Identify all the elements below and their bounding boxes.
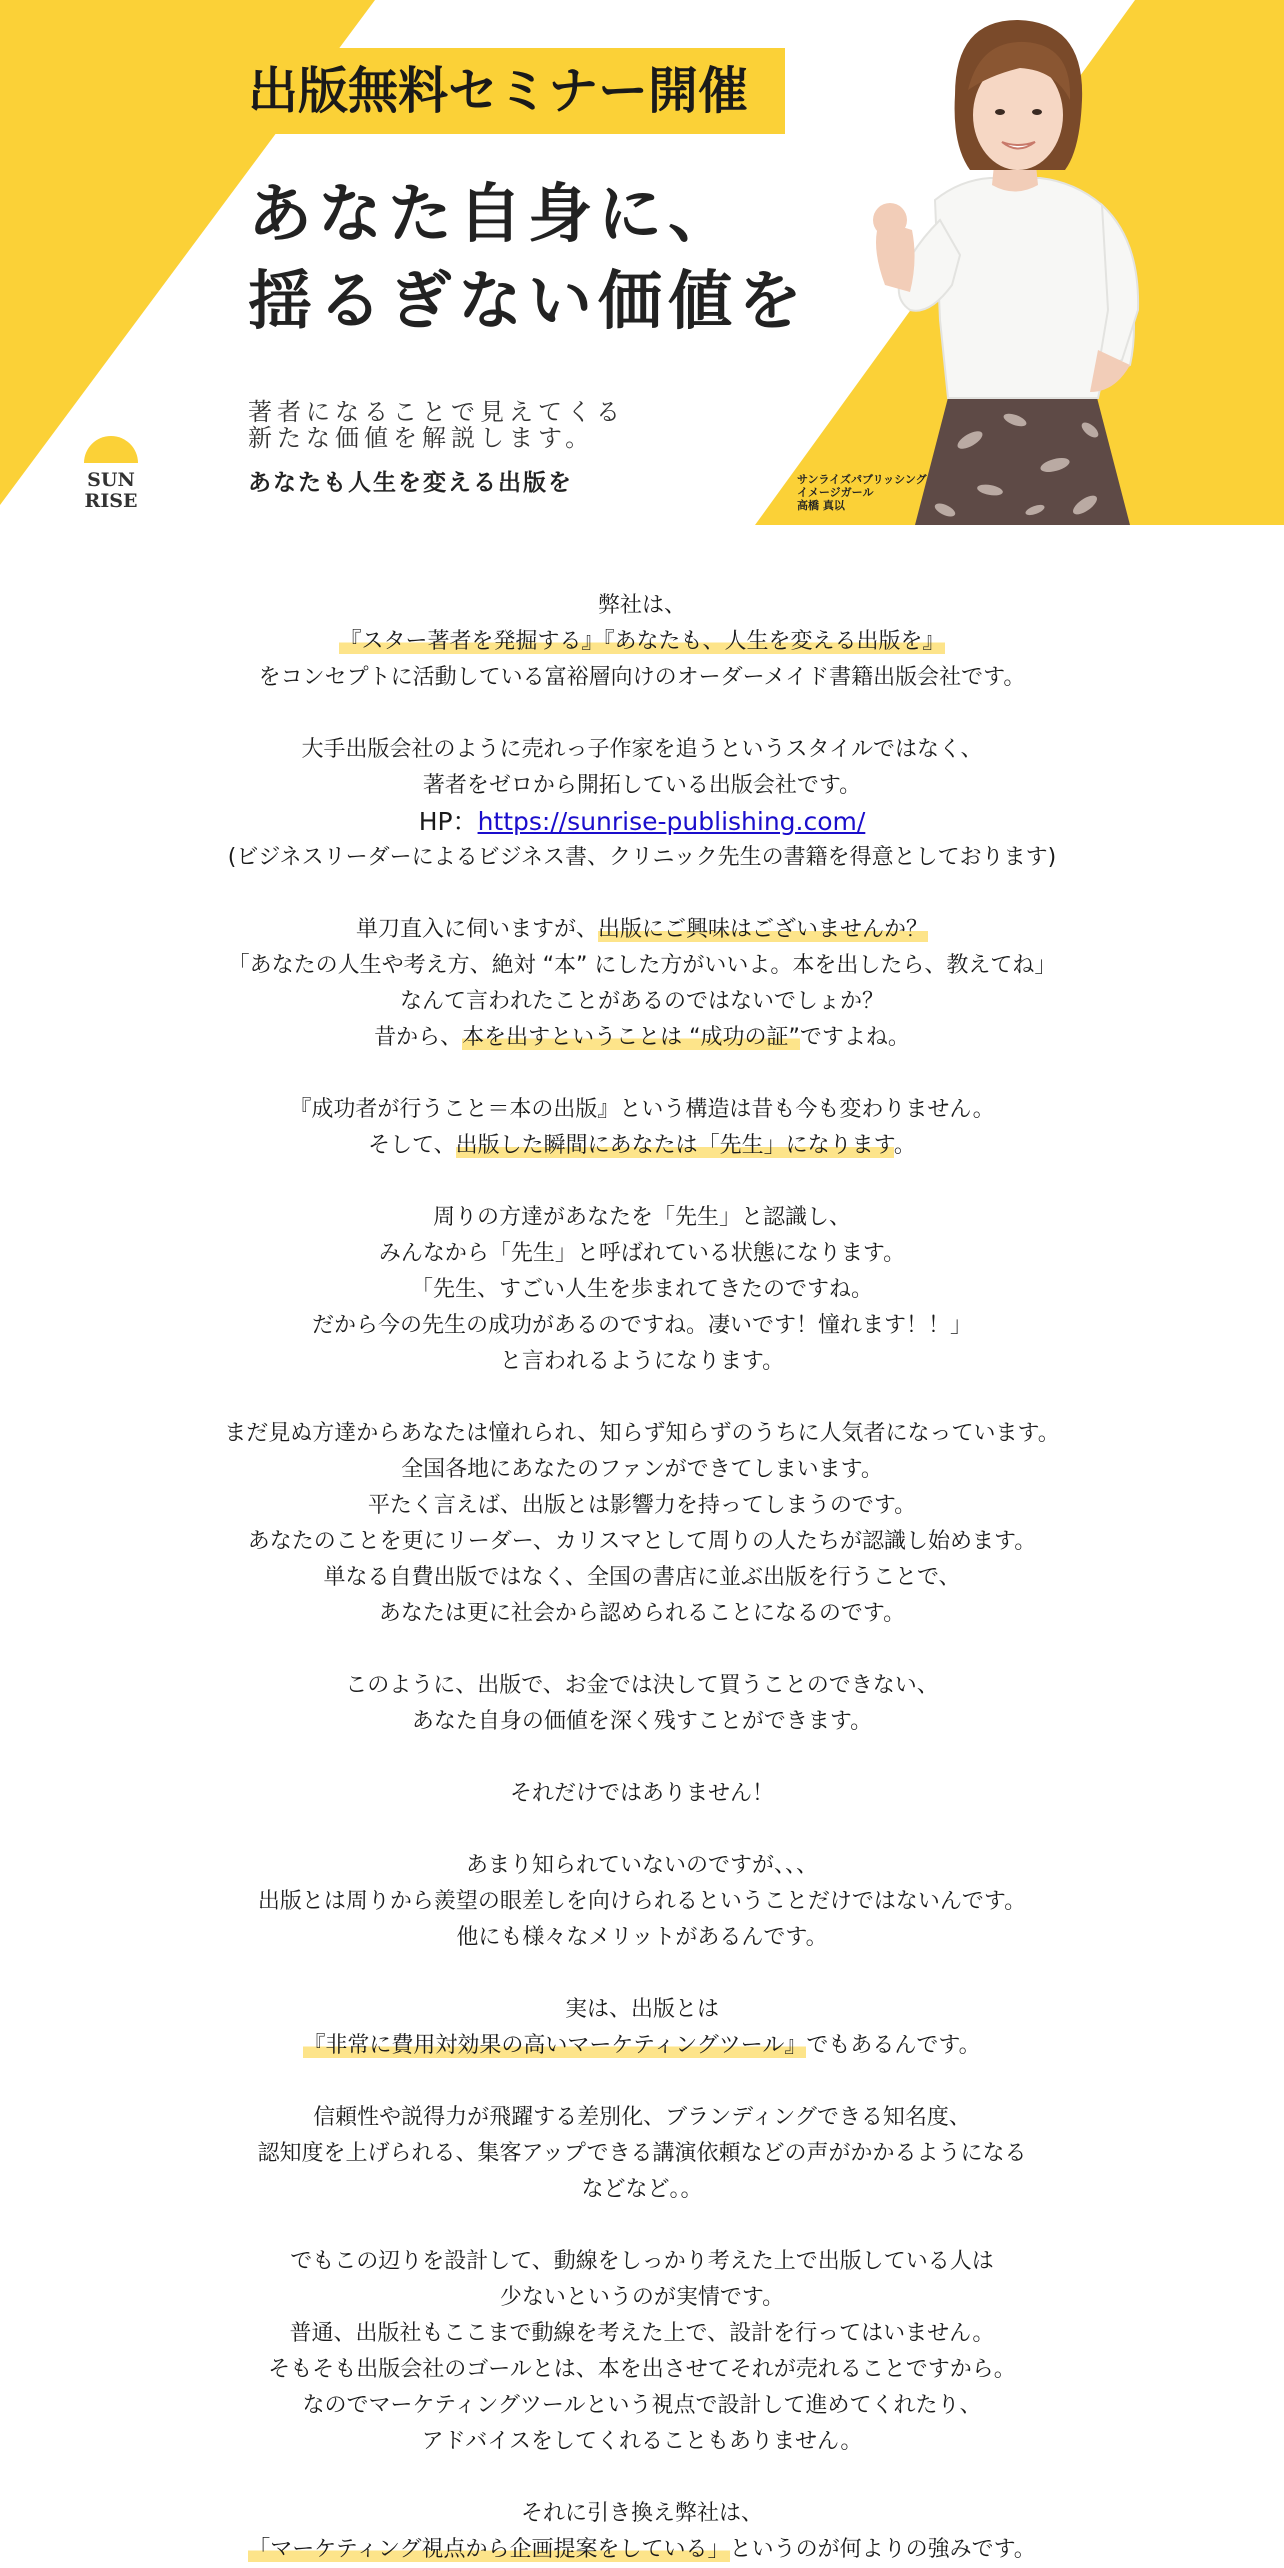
text-line: まだ見ぬ方達からあなたは憧れられ、知らず知らずのうちに人気者になっています。 [224, 1421, 1060, 1446]
text-line: などなど。。 [581, 2177, 703, 2202]
text-line: あなたのことを更にリーダー、カリスマとして周りの人たちが認識し始めます。 [247, 1529, 1037, 1554]
highlight-interest: 出版にご興味はございませんか？ [598, 917, 929, 942]
text-line: (ビジネスリーダーによるビジネス書、クリニック先生の書籍を得意としております) [227, 845, 1057, 870]
hero-banner-section [0, 0, 1284, 525]
text-line: それに引き換え弊社は、 [520, 2501, 763, 2526]
text-line: みんなから「先生」と呼ばれている状態になります。 [378, 1241, 906, 1266]
text-line: 大手出版会社のように売れっ子作家を追うというスタイルではなく、 [301, 737, 983, 762]
text-line: 他にも様々なメリットがあるんです。 [456, 1925, 828, 1950]
caption-role: イメージガール [797, 486, 874, 499]
text-line: 『成功者が行うこと＝本の出版』という構造は昔も今も変わりません。 [289, 1097, 995, 1122]
highlight-sensei: 出版した瞬間にあなたは「先生」になります [455, 1133, 894, 1158]
text-line: 「あなたの人生や考え方、絶対 “本” にした方がいいよ。本を出したら、教えてね」 [227, 953, 1057, 978]
text-line: と言われるようになります。 [499, 1349, 785, 1374]
highlight-strength: 「マーケティング視点から企画提案をしている」 [248, 2537, 730, 2562]
text-line: 著者をゼロから開拓している出版会社です。 [422, 773, 862, 798]
text-line: 認知度を上げられる、集客アップできる講演依頼などの声がかかるようになる [257, 2141, 1027, 2166]
text-line: そして、出版した瞬間にあなたは「先生」になります。 [368, 1133, 916, 1158]
highlight-success-proof: 本を出すということは “成功の証” [462, 1025, 800, 1050]
text-line: アドバイスをしてくれることもありません。 [421, 2429, 863, 2454]
text-line: 弊社は、 [597, 593, 686, 618]
text-line: だから今の先生の成功があるのですね。凄いです！憧れます！！」 [311, 1313, 972, 1338]
text-line: あなた自身の価値を深く残すことができます。 [411, 1709, 873, 1734]
text-line: このように、出版で、お金では決して買うことのできない、 [345, 1673, 939, 1698]
text-line: 「マーケティング視点から企画提案をしている」というのが何よりの強みです。 [248, 2537, 1036, 2562]
text-line: でもこの辺りを設計して、動線をしっかり考えた上で出版している人は [290, 2249, 994, 2274]
caption-name: 高橋 真以 [797, 499, 845, 512]
text-line: あなたは更に社会から認められることになるのです。 [378, 1601, 906, 1626]
image-girl-caption [797, 473, 927, 512]
text-line: 普通、出版社もここまで動線を考えた上で、設計を行ってはいません。 [289, 2321, 995, 2346]
text-line: 『非常に費用対効果の高いマーケティングツール』でもあるんです。 [303, 2033, 981, 2058]
text-line: 「先生、すごい人生を歩まれてきたのですね。 [410, 1277, 873, 1302]
text-line: なのでマーケティングツールという視点で設計して進めてくれたり、 [302, 2393, 982, 2418]
highlight-concept: 『スター著者を発掘する』『あなたも、人生を変える出版を』 [339, 629, 945, 654]
hero-tagline: あなたも人生を変える出版を [248, 470, 573, 496]
text-line: 出版とは周りから羨望の眼差しを向けられるということだけではないんです。 [257, 1889, 1027, 1914]
highlight-marketing-tool: 『非常に費用対効果の高いマーケティングツール』 [303, 2033, 807, 2058]
image-girl-photo [840, 20, 1180, 525]
text-line: 単刀直入に伺いますが、出版にご興味はございませんか？ [355, 917, 929, 942]
text-line: 平たく言えば、出版とは影響力を持ってしまうのです。 [367, 1493, 917, 1518]
text-line: なんて言われたことがあるのではないでしょか？ [399, 989, 884, 1014]
text-line: 全国各地にあなたのファンができてしまいます。 [401, 1457, 883, 1482]
text-line: 周りの方達があなたを「先生」と認識し、 [432, 1205, 851, 1230]
text-line: そもそも出版会社のゴールとは、本を出させてそれが売れることですから。 [268, 2357, 1016, 2382]
logo-text-rise: RISE [84, 490, 138, 512]
text-line: 実は、出版とは [564, 1997, 719, 2022]
text-line: 少ないというのが実情です。 [499, 2285, 785, 2310]
text-line [0, 624, 1284, 660]
sun-icon [84, 436, 138, 463]
text-line: 昔から、本を出すということは “成功の証”ですよね。 [374, 1025, 910, 1050]
text-line: それだけではありません！ [509, 1781, 774, 1806]
hero-headline-line2: 揺るぎない価値を [248, 265, 808, 339]
homepage-line [0, 804, 1284, 840]
text-line: 信頼性や説得力が飛躍する差別化、ブランディングできる知名度、 [313, 2105, 971, 2130]
hero-headline-line1: あなた自身に、 [248, 178, 738, 252]
caption-company: サンライズパブリッシング [797, 473, 927, 486]
homepage-link[interactable]: https://sunrise-publishing.com/ [477, 807, 866, 836]
text-line: をコンセプトに活動している富裕層向けのオーダーメイド書籍出版会社です。 [258, 665, 1026, 690]
homepage-label: HP： [418, 807, 478, 836]
sunrise-logo [80, 436, 142, 516]
article-body [0, 588, 1284, 2568]
text-line: 単なる自費出版ではなく、全国の書店に並ぶ出版を行うことで、 [323, 1565, 961, 1590]
seminar-banner-title: 出版無料セミナー開催 [248, 62, 748, 120]
hero-subtitle-line2: 新たな価値を解説します。 [248, 424, 595, 452]
logo-text-sun: SUN [87, 469, 135, 491]
text-line: あまり知られていないのですが、、、 [465, 1853, 818, 1878]
hero-subtitle-line1: 著者になることで見えてくる [248, 398, 625, 426]
seminar-banner [0, 48, 785, 134]
